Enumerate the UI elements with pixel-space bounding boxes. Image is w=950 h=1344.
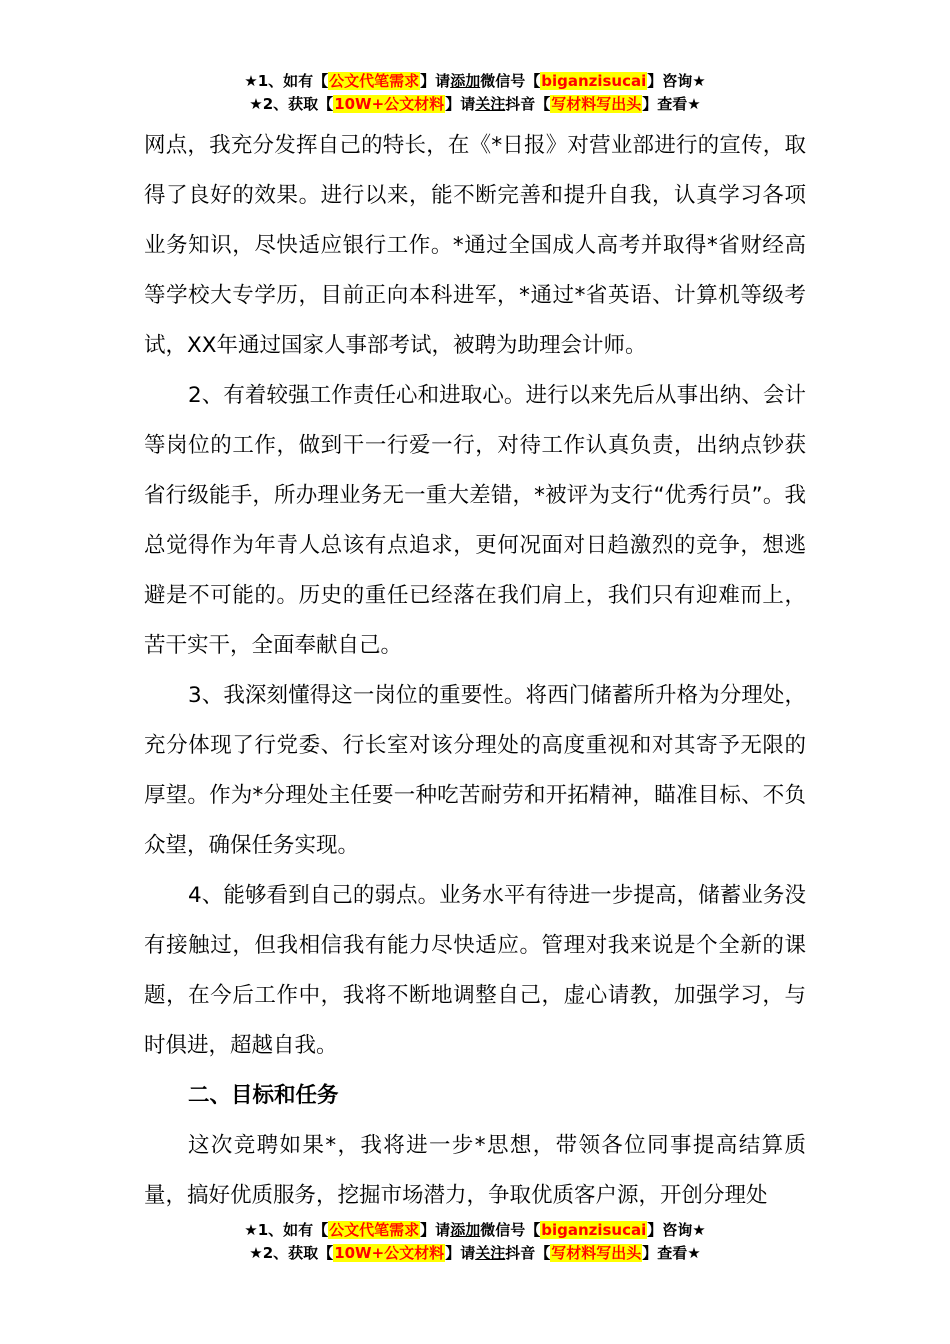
banner-text: 】查看★: [642, 1244, 701, 1262]
paragraph: 2、有着较强工作责任心和进取心。进行以来先后从事出纳、会计等岗位的工作，做到干一行爱一行，对待工作认真负责，出纳点钞获省行级能手，所办理业务无一重大差错，*被评为支行“优秀行员”。我总觉得作为年青人总该有点追求，更何况面对日趋激烈的竞争，想逃避是不可能的。历史的重任已经落在我们肩上，我们只有迎难而上，苦干实干，全面奉献自己。: [144, 383, 806, 658]
underlined-text: 关注: [475, 95, 506, 113]
banner-text: ★1、如有【: [244, 1221, 329, 1239]
paragraph: 4、能够看到自己的弱点。业务水平有待进一步提高，储蓄业务没有接触过，但我相信我有能力尽快适应。管理对我来说是个全新的课题，在今后工作中，我将不断地调整自己，虚心请教，加强学习，与时俱进，超越自我。: [144, 883, 806, 1058]
underlined-text: 关注: [475, 1244, 506, 1262]
highlight-materials: 10W+公文材料: [334, 95, 445, 113]
banner-text: 抖音【: [505, 95, 551, 113]
banner-text: 】请: [420, 72, 451, 90]
highlight-wechat-id: biganzisucai: [541, 1221, 647, 1239]
banner-text: ★2、获取【: [249, 95, 334, 113]
banner-text: 】咨询★: [647, 72, 706, 90]
document-body: [144, 121, 806, 1221]
banner-line-2: [0, 93, 950, 116]
highlight-douyin-account: 写材料写出头: [551, 1244, 642, 1262]
underlined-text: 添加: [450, 72, 481, 90]
section-heading: 二、目标和任务: [188, 1083, 339, 1108]
underlined-text: 添加: [450, 1221, 481, 1239]
banner-text: 】查看★: [642, 95, 701, 113]
banner-text: 微信号【: [480, 72, 541, 90]
banner-text: 】请: [420, 1221, 451, 1239]
highlight-service: 公文代笔需求: [329, 1221, 420, 1239]
paragraph: 网点，我充分发挥自己的特长，在《*日报》对营业部进行的宣传，取得了良好的效果。进行以来，能不断完善和提升自我，认真学习各项业务知识，尽快适应银行工作。*通过全国成人高考并取得*省财经高等学校大专学历，目前正向本科进军，*通过*省英语、计算机等级考试，XX年通过国家人事部考试，被聘为助理会计师。: [144, 133, 806, 358]
banner-text: 】咨询★: [647, 1221, 706, 1239]
banner-line-1: [0, 1219, 950, 1242]
banner-text: 】请: [445, 95, 476, 113]
highlight-douyin-account: 写材料写出头: [551, 95, 642, 113]
banner-line-1: [0, 70, 950, 93]
footer-banner: [0, 1219, 950, 1265]
banner-text: ★2、获取【: [249, 1244, 334, 1262]
banner-line-2: [0, 1242, 950, 1265]
highlight-service: 公文代笔需求: [329, 72, 420, 90]
banner-text: 】请: [445, 1244, 476, 1262]
paragraph: 3、我深刻懂得这一岗位的重要性。将西门储蓄所升格为分理处，充分体现了行党委、行长室对该分理处的高度重视和对其寄予无限的厚望。作为*分理处主任要一种吃苦耐劳和开拓精神，瞄准目标、不负众望，确保任务实现。: [144, 683, 806, 858]
paragraph: 这次竞聘如果*，我将进一步*思想，带领各位同事提高结算质量，搞好优质服务，挖掘市场潜力，争取优质客户源，开创分理处: [144, 1133, 806, 1208]
banner-text: 抖音【: [505, 1244, 551, 1262]
banner-text: ★1、如有【: [244, 72, 329, 90]
highlight-materials: 10W+公文材料: [334, 1244, 445, 1262]
header-banner: [0, 70, 950, 116]
banner-text: 微信号【: [480, 1221, 541, 1239]
highlight-wechat-id: biganzisucai: [541, 72, 647, 90]
